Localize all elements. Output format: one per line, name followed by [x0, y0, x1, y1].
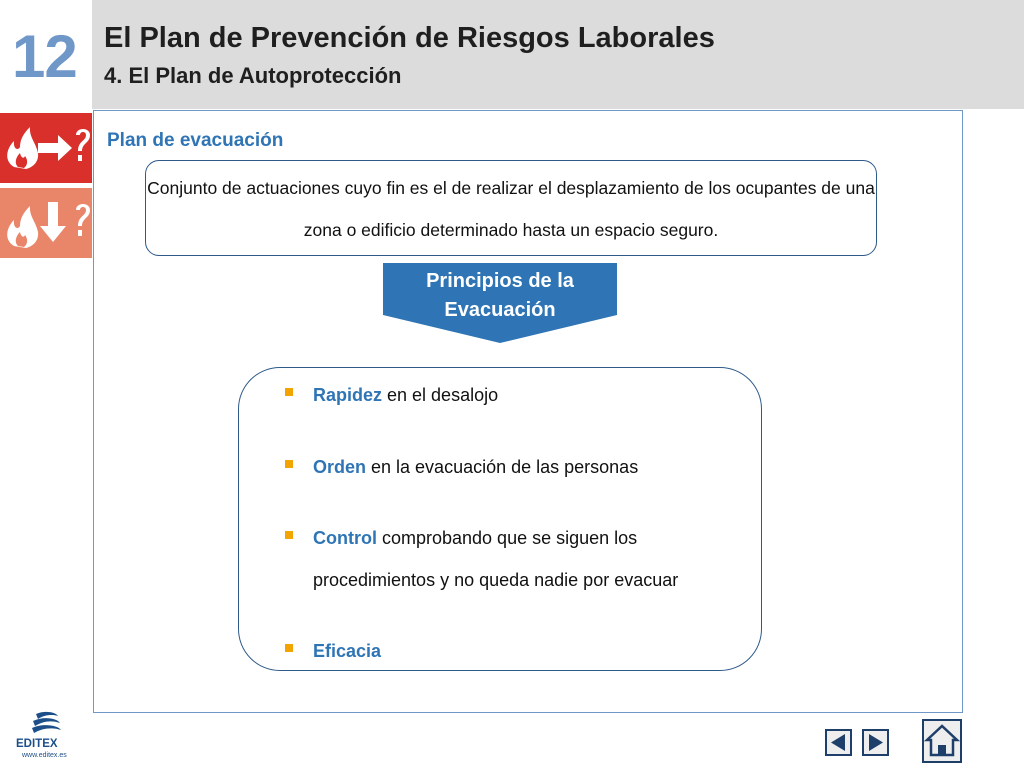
- fire-exit-arrow-right-icon: [0, 113, 92, 183]
- list-item-keyword: Rapidez: [313, 385, 383, 405]
- page-subtitle: 4. El Plan de Autoprotección: [104, 63, 402, 88]
- previous-button[interactable]: [825, 729, 852, 756]
- list-item-detail: comprobando que se siguen los procedimientos y no queda nadie por evacuar: [313, 528, 679, 590]
- principles-heading: Principios de la Evacuación: [426, 270, 574, 321]
- header: [0, 0, 1024, 109]
- bullet-icon: [285, 388, 293, 396]
- list-item: [285, 517, 745, 601]
- definition-text: Conjunto de actuaciones cuyo fin es el de realizar el desplazamiento de los ocupantes de una zona o edificio determinado hasta un espacio seguro.: [147, 178, 875, 240]
- previous-icon: [827, 731, 850, 754]
- home-button[interactable]: [922, 719, 962, 763]
- list-item-keyword: Eficacia: [313, 641, 382, 661]
- next-button[interactable]: [862, 729, 889, 756]
- fire-exit-arrow-down-icon: [0, 188, 92, 258]
- list-item-text: [313, 446, 745, 488]
- list-item: [285, 374, 745, 416]
- section-title: Plan de evacuación: [107, 130, 284, 151]
- chapter-number: 12: [12, 23, 77, 90]
- bullet-icon: [285, 460, 293, 468]
- bullet-icon: [285, 531, 293, 539]
- editex-logo-icon: [16, 708, 76, 758]
- list-item: [285, 630, 745, 672]
- brand-name: EDITEX: [16, 738, 58, 750]
- brand-url: www.editex.es: [22, 752, 67, 759]
- list-item: [285, 446, 745, 488]
- principles-heading-banner: [383, 263, 617, 343]
- next-icon: [864, 731, 887, 754]
- page-title: El Plan de Prevención de Riesgos Laborales: [104, 22, 715, 54]
- home-icon: [924, 721, 960, 761]
- bullet-icon: [285, 644, 293, 652]
- list-item-detail: en la evacuación de las personas: [366, 457, 639, 477]
- list-item-text: [313, 374, 745, 416]
- list-item-text: [313, 630, 745, 672]
- list-item-detail: en el desalojo: [382, 385, 499, 405]
- list-item-keyword: Control: [313, 528, 377, 548]
- list-item-text: [313, 517, 745, 601]
- list-item-keyword: Orden: [313, 457, 367, 477]
- definition-box: [145, 160, 877, 256]
